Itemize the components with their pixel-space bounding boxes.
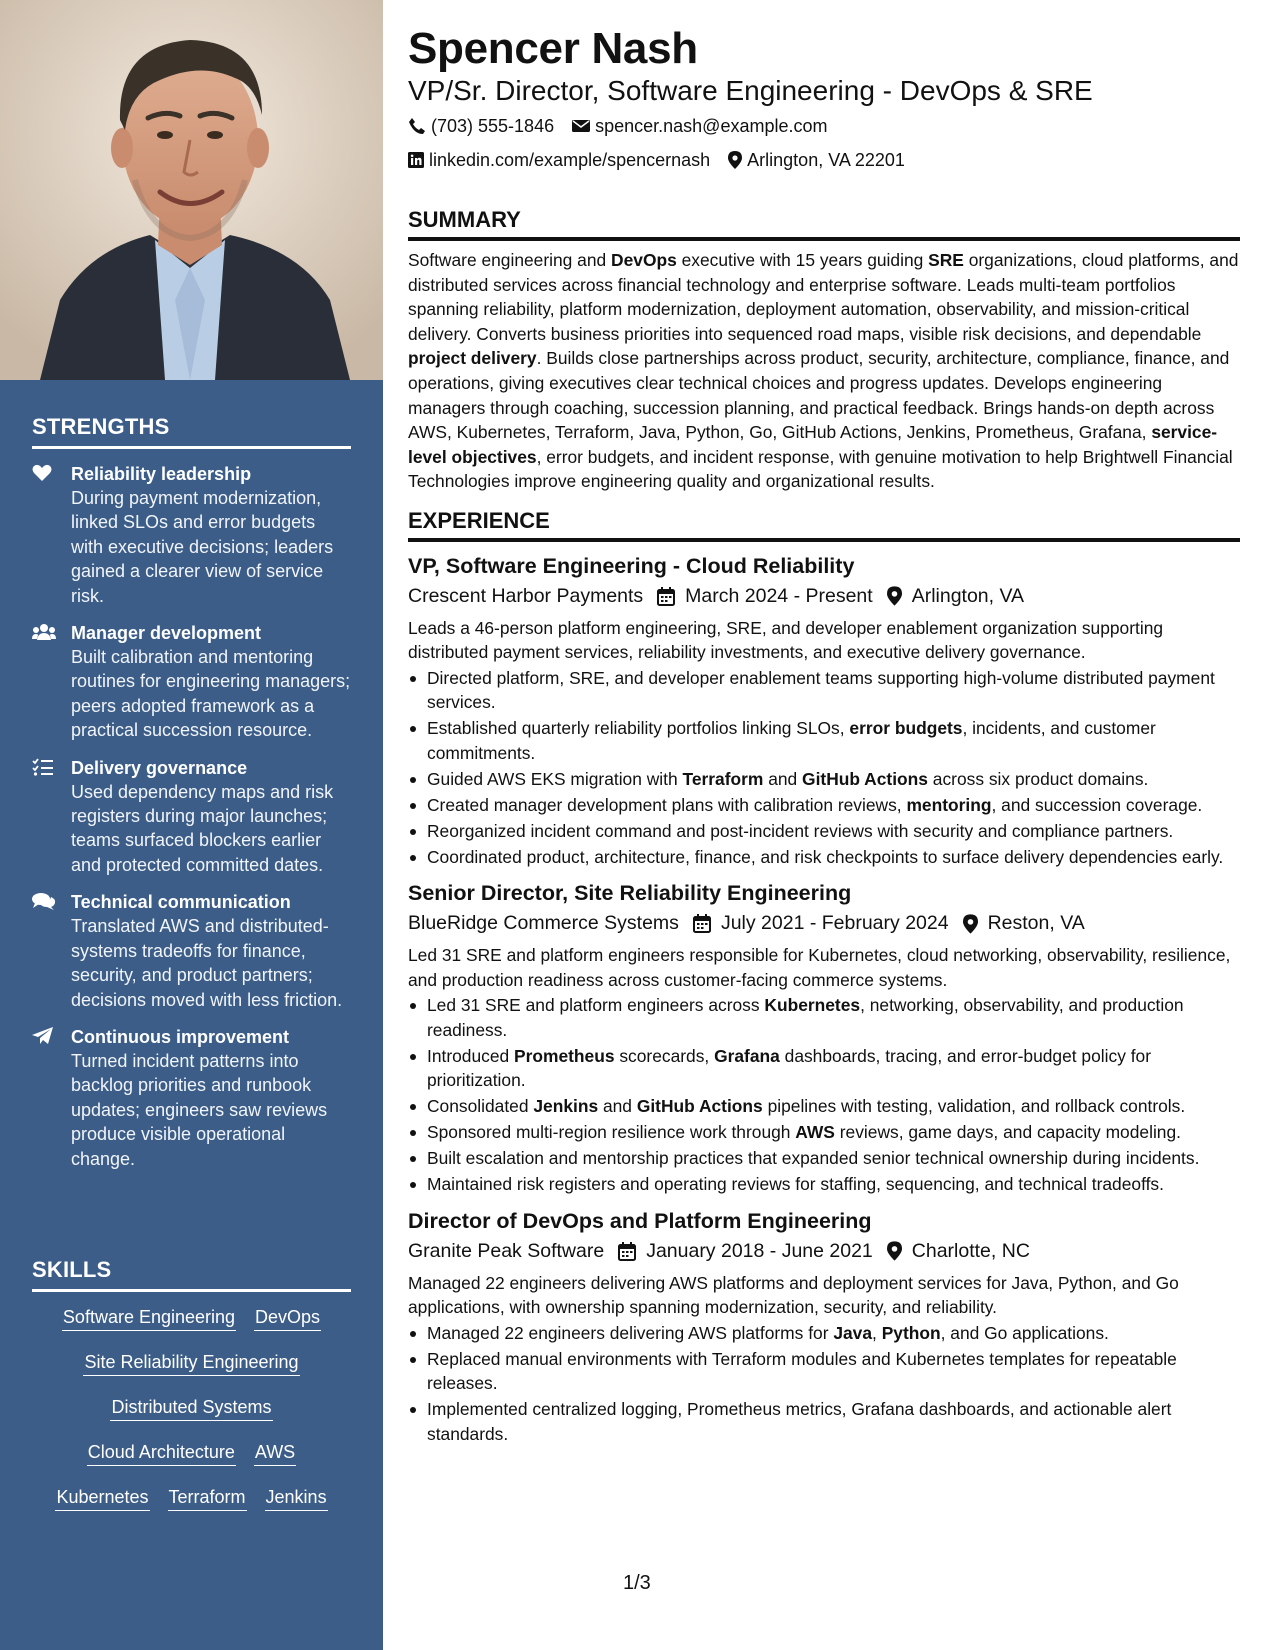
skill-row	[32, 1351, 351, 1376]
company-name: BlueRidge Commerce Systems	[408, 912, 679, 935]
job-dates-text: July 2021 - February 2024	[720, 912, 949, 935]
candidate-role: VP/Sr. Director, Software Engineering - DevOps & SRE	[408, 75, 1093, 106]
bullet-item: Consolidated Jenkins and GitHub Actions pipelines with testing, validation, and rollback controls.	[408, 1094, 1240, 1119]
calendar-icon	[693, 914, 711, 933]
emphasized-keyword: AWS	[795, 1122, 835, 1143]
map-pin-icon	[963, 914, 978, 934]
emphasized-keyword: Python	[881, 1322, 941, 1343]
candidate-name: Spencer Nash	[408, 24, 698, 73]
job-title: VP, Software Engineering - Cloud Reliability	[408, 553, 855, 578]
strength-description: Translated AWS and distributed-systems tradeoffs for finance, security, and product partners; decisions moved with less friction.	[71, 916, 343, 1010]
phone-icon	[408, 117, 426, 135]
job-meta	[408, 581, 1240, 612]
job-dates-text: March 2024 - Present	[685, 584, 873, 607]
bullet-item: Created manager development plans with calibration reviews, mentoring, and succession coverage.	[408, 793, 1240, 818]
linkedin-contact	[408, 144, 710, 176]
strength-item	[32, 462, 351, 608]
heart-icon	[32, 464, 54, 484]
skill-tag: Kubernetes	[55, 1486, 149, 1511]
strength-title: Delivery governance	[71, 757, 248, 778]
skill-tag: Cloud Architecture	[87, 1441, 236, 1466]
location-contact	[728, 144, 905, 176]
job-meta	[408, 1236, 1240, 1267]
skill-tag: Terraform	[168, 1486, 247, 1511]
emphasized-keyword: Kubernetes	[764, 995, 861, 1016]
job-entry	[408, 879, 1240, 1197]
envelope-icon	[572, 119, 590, 133]
skill-tag: Software Engineering	[62, 1306, 236, 1331]
location-text: Arlington, VA 22201	[747, 150, 905, 170]
bullet-item: Maintained risk registers and operating reviews for staffing, sequencing, and technical tradeoffs.	[408, 1172, 1240, 1197]
bullet-item: Reorganized incident command and post-incident reviews with security and compliance partners.	[408, 819, 1240, 844]
emphasized-keyword: project delivery	[408, 348, 537, 369]
emphasized-keyword: DevOps	[611, 250, 677, 270]
job-location-text: Charlotte, NC	[911, 1239, 1030, 1262]
strengths-section	[32, 414, 351, 1171]
bullet-item: Established quarterly reliability portfolios linking SLOs, error budgets, incidents, and customer commitments.	[408, 716, 1240, 765]
job-bullets	[408, 1321, 1240, 1447]
job-dates-text: January 2018 - June 2021	[646, 1239, 873, 1262]
bullet-item: Managed 22 engineers delivering AWS platforms for Java, Python, and Go applications.	[408, 1321, 1240, 1346]
strength-title: Technical communication	[71, 892, 291, 913]
job-title: Director of DevOps and Platform Engineering	[408, 1208, 872, 1233]
job-title: Senior Director, Site Reliability Engineering	[408, 881, 852, 906]
portrait-illustration	[0, 0, 383, 380]
emphasized-keyword: Jenkins	[533, 1096, 599, 1117]
email-address[interactable]: spencer.nash@example.com	[595, 116, 828, 136]
page-number: 1/3	[623, 1572, 651, 1594]
job-location	[887, 581, 1024, 612]
sidebar	[0, 0, 383, 1650]
contact-row	[408, 110, 1240, 142]
strength-item	[32, 890, 351, 1012]
strength-title: Manager development	[71, 623, 262, 644]
job-meta	[408, 908, 1240, 939]
job-location	[887, 1236, 1030, 1267]
calendar-icon	[657, 587, 675, 606]
job-summary: Led 31 SRE and platform engineers responsible for Kubernetes, cloud networking, observability, resilience, and production readiness across customer-facing commerce systems.	[408, 945, 1231, 990]
emphasized-keyword: GitHub Actions	[636, 1096, 763, 1117]
bullet-item: Coordinated product, architecture, finance, and risk checkpoints to surface delivery dependencies early.	[408, 845, 1240, 870]
job-summary: Managed 22 engineers delivering AWS platforms and deployment services for Java, Python, and Go applications, with ownership spanning modernization, security, and reliability.	[408, 1272, 1179, 1318]
strength-description: Turned incident patterns into backlog priorities and runbook updates; engineers saw reviews produce visible operational change.	[71, 1050, 328, 1169]
skill-row	[32, 1396, 351, 1421]
skill-tag: Site Reliability Engineering	[83, 1351, 299, 1376]
emphasized-keyword: Java	[833, 1322, 873, 1343]
contact-row	[408, 144, 1240, 176]
paper-plane-icon	[32, 1027, 54, 1047]
emphasized-keyword: error budgets	[849, 718, 963, 739]
main-content	[408, 22, 1240, 1448]
strength-item	[32, 621, 351, 743]
strengths-heading: STRENGTHS	[32, 414, 351, 449]
job-dates	[657, 581, 873, 612]
strength-item	[32, 1025, 351, 1171]
bullet-item: Implemented centralized logging, Prometheus metrics, Grafana dashboards, and actionable alert standards.	[408, 1397, 1240, 1446]
skill-tag: Jenkins	[265, 1486, 328, 1511]
linkedin-url[interactable]: linkedin.com/example/spencernash	[429, 150, 711, 170]
skill-tag: DevOps	[254, 1306, 321, 1331]
calendar-icon	[618, 1242, 636, 1261]
bullet-item: Guided AWS EKS migration with Terraform and GitHub Actions across six product domains.	[408, 767, 1240, 792]
job-bullets	[408, 993, 1240, 1197]
company-name: Granite Peak Software	[408, 1239, 605, 1262]
job-location-text: Arlington, VA	[911, 584, 1025, 607]
emphasized-keyword: Prometheus	[514, 1045, 615, 1066]
email-contact	[572, 110, 827, 142]
bullet-item: Sponsored multi-region resilience work through AWS reviews, game days, and capacity modeling.	[408, 1120, 1240, 1145]
skills-section	[32, 1257, 351, 1531]
profile-photo	[0, 0, 383, 380]
strength-description: Built calibration and mentoring routines for engineering managers; peers adopted framework as a practical succession resource.	[71, 647, 351, 741]
users-icon	[32, 623, 54, 643]
skill-row	[32, 1441, 351, 1466]
strength-title: Reliability leadership	[71, 464, 252, 484]
job-bullets	[408, 666, 1240, 870]
job-entry	[408, 1207, 1240, 1447]
job-location-text: Reston, VA	[987, 912, 1085, 935]
company-name: Crescent Harbor Payments	[408, 584, 644, 607]
summary-paragraph: Software engineering and DevOps executive with 15 years guiding SRE organizations, cloud platforms, and distributed services across financial technology and enterprise software. Leads multi-team portfolios spanning reliability, platform modernization, deployment automation, observability, and mission-critical delivery. Converts business priorities into sequenced road maps, visible risk decisions, and dependable project delivery. Builds close partnerships across product, security, architecture, compliance, finance, and operations, giving executives clear technical choices and progress updates. Develops engineering managers through coaching, succession planning, and practical feedback. Brings hands-on depth across AWS, Kubernetes, Terraform, Java, Python, Go, GitHub Actions, Jenkins, Prometheus, Grafana, service-level objectives, error budgets, and incident response, with genuine motivation to help Brightwell Financial Technologies improve engineering quality and organizational results.	[408, 250, 1239, 492]
phone-number: (703) 555-1846	[431, 116, 555, 136]
strength-item	[32, 756, 351, 878]
summary-heading: SUMMARY	[408, 206, 1240, 241]
map-pin-icon	[728, 151, 742, 169]
skill-row	[32, 1486, 351, 1511]
skills-heading: SKILLS	[32, 1257, 351, 1292]
emphasized-keyword: Terraform	[682, 768, 764, 789]
job-location	[963, 908, 1085, 939]
skill-tags	[32, 1306, 351, 1511]
emphasized-keyword: SRE	[928, 250, 964, 270]
emphasized-keyword: service-level objectives	[408, 422, 1218, 467]
skill-row	[32, 1306, 351, 1331]
job-dates	[693, 908, 949, 939]
bullet-item: Introduced Prometheus scorecards, Grafana dashboards, tracing, and error-budget policy for prioritization.	[408, 1044, 1240, 1093]
map-pin-icon	[887, 1241, 902, 1261]
linkedin-icon	[408, 152, 424, 168]
job-dates	[618, 1236, 873, 1267]
job-list	[408, 552, 1240, 1447]
strength-title: Continuous improvement	[71, 1026, 290, 1047]
skill-tag: AWS	[254, 1441, 296, 1466]
comments-icon	[32, 892, 54, 912]
map-pin-icon	[887, 586, 902, 606]
bullet-item: Replaced manual environments with Terraform modules and Kubernetes templates for repeatable releases.	[408, 1347, 1240, 1396]
job-entry	[408, 552, 1240, 870]
emphasized-keyword: mentoring	[906, 794, 992, 815]
experience-heading: EXPERIENCE	[408, 507, 1240, 542]
bullet-item: Built escalation and mentorship practices that expanded senior technical ownership during incidents.	[408, 1146, 1240, 1171]
strength-description: Used dependency maps and risk registers during major launches; teams surfaced blockers earlier and protected committed dates.	[71, 781, 334, 875]
skill-tag: Distributed Systems	[110, 1396, 272, 1421]
phone-contact	[408, 110, 554, 142]
bullet-item: Directed platform, SRE, and developer enablement teams supporting high-volume distributed payment services.	[408, 666, 1240, 715]
emphasized-keyword: GitHub Actions	[802, 768, 928, 789]
strength-description: During payment modernization, linked SLOs and error budgets with executive decisions; leaders gained a clearer view of service risk.	[71, 488, 334, 606]
checklist-icon	[32, 758, 54, 778]
bullet-item: Led 31 SRE and platform engineers across Kubernetes, networking, observability, and production readiness.	[408, 993, 1240, 1042]
emphasized-keyword: Grafana	[714, 1045, 780, 1066]
job-summary: Leads a 46-person platform engineering, SRE, and developer enablement organization supporting distributed payment services, reliability investments, and executive delivery governance.	[408, 617, 1164, 663]
